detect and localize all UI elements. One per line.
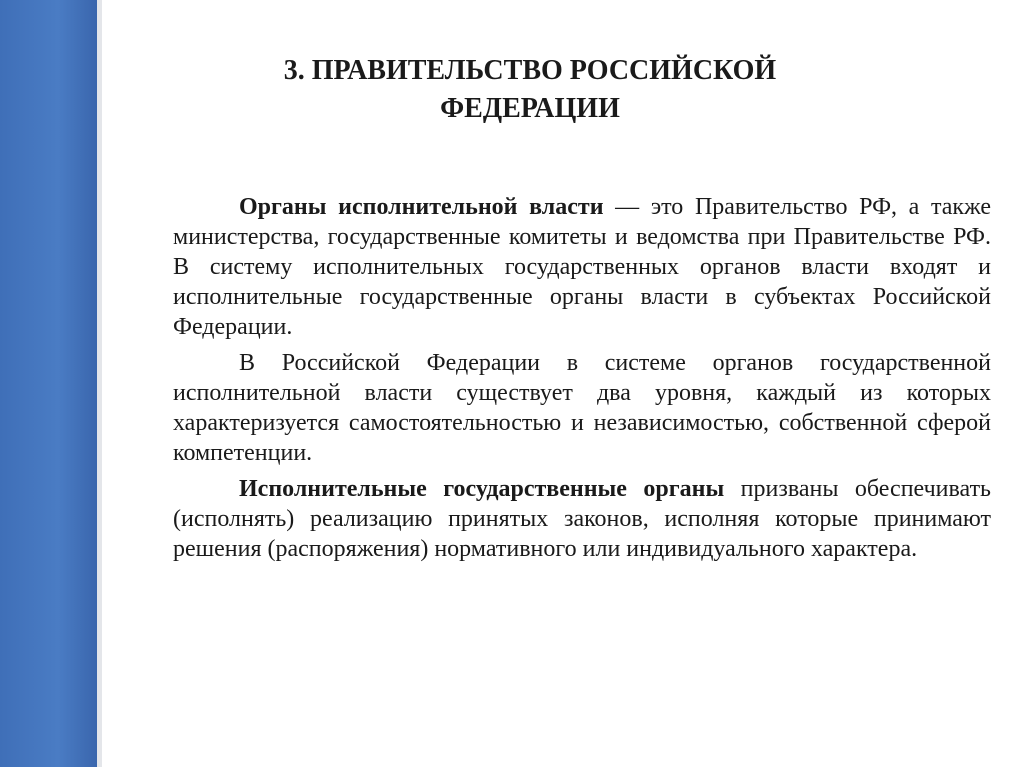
slide-title-line-2: ФЕДЕРАЦИИ [440,93,620,124]
left-accent-bar [0,0,97,767]
paragraph-3-bold-term: Исполнительные государственные органы [239,476,725,502]
slide-title [150,52,910,128]
paragraph-3-text: призваны обеспечивать (исполнять) реализацию принятых законов, исполняя которые принимают решения (распоряжения) нормативного или индивидуального характера. [173,476,991,562]
paragraph-2-text: В Российской Федерации в системе органов государственной исполнительной власти существует два уровня, каждый из которых характеризуется самостоятельностью и независимостью, собственной сферой компетенции. [173,350,991,466]
paragraph-executive-state-bodies [173,474,991,564]
paragraph-executive-bodies [173,192,991,342]
slide-body [173,192,991,570]
paragraph-1-text: — это Правительство РФ, а также министерства, государственные комитеты и ведомства при Правительстве РФ. В систему исполнительных государственных органов власти входят и исполнительные государственные органы власти в субъектах Российской Федерации. [173,194,991,340]
slide-title-line-1: 3. ПРАВИТЕЛЬСТВО РОССИЙСКОЙ [283,55,777,86]
left-accent-bar-edge [97,0,102,767]
paragraph-1-bold-term: Органы исполнительной власти [239,194,604,220]
paragraph-two-levels [173,348,991,468]
